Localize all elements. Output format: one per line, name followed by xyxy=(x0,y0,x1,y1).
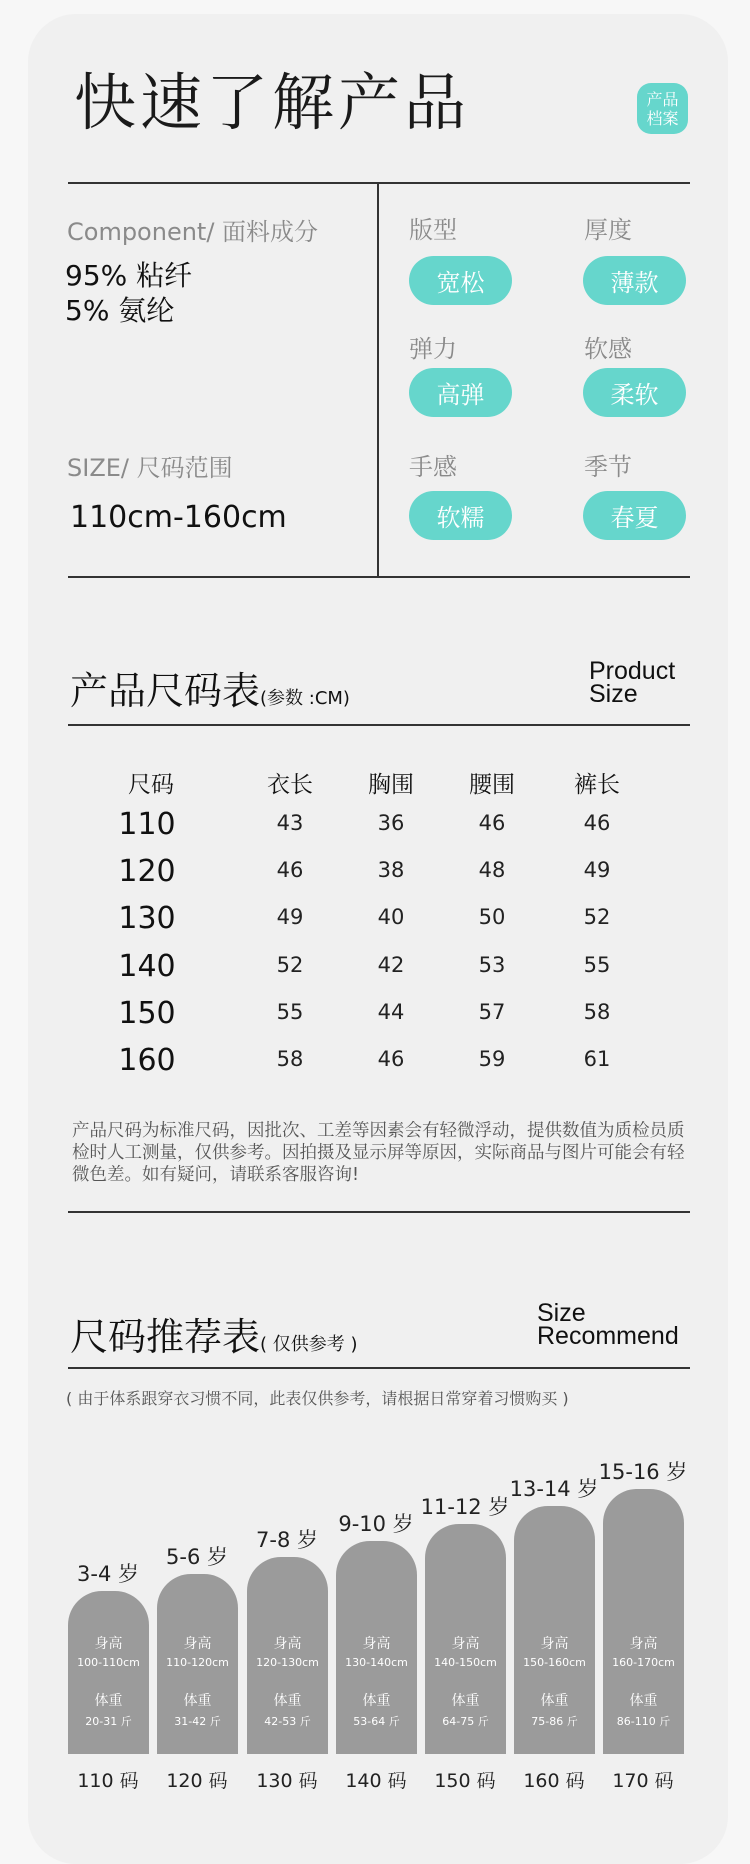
badge-line-1: 产品 xyxy=(646,89,679,109)
size-table-size-cell: 130 xyxy=(118,901,176,936)
size-chart-en-title xyxy=(589,657,676,708)
overview-vertical-divider xyxy=(377,182,379,576)
recommend-title xyxy=(70,1306,358,1361)
size-table-cell: 42 xyxy=(377,953,405,977)
attr-label-season: 季节 xyxy=(584,453,632,481)
size-bar xyxy=(425,1524,506,1754)
height-value: 100-110cm xyxy=(77,1656,140,1669)
size-table-cell: 44 xyxy=(377,1000,405,1024)
attr-label-softness: 软感 xyxy=(584,335,632,363)
size-chart-unit: (参数 :CM) xyxy=(260,688,350,709)
size-code-label: 170 码 xyxy=(612,1770,674,1792)
attr-label-fit: 版型 xyxy=(409,216,457,244)
recommend-en-line-2: Recommend xyxy=(537,1322,679,1350)
recommend-title-note: ( 仅供参考 ) xyxy=(260,1334,358,1355)
size-table-header: 尺码 xyxy=(128,772,174,798)
height-label: 身高 xyxy=(629,1636,658,1652)
size-bar xyxy=(247,1557,328,1754)
fabric-composition xyxy=(65,258,192,328)
attr-label-hand-feel: 手感 xyxy=(409,453,457,481)
fabric-line: 95% 粘纤 xyxy=(65,259,193,292)
weight-label: 体重 xyxy=(451,1693,480,1709)
weight-value: 86-110 斤 xyxy=(616,1715,671,1728)
size-bar xyxy=(68,1591,149,1754)
size-table-cell: 46 xyxy=(276,858,304,882)
size-chart-en-line-1: Product xyxy=(589,657,676,685)
badge-line-2: 档案 xyxy=(646,108,679,128)
attr-pill-elasticity: 高弹 xyxy=(409,368,512,417)
size-table-cell: 55 xyxy=(583,953,611,977)
attr-pill-season: 春夏 xyxy=(583,491,686,540)
overview-bottom-divider xyxy=(68,576,690,578)
weight-label: 体重 xyxy=(629,1693,658,1709)
height-label: 身高 xyxy=(94,1636,123,1652)
height-label: 身高 xyxy=(183,1636,212,1652)
size-code-label: 120 码 xyxy=(166,1770,228,1792)
size-code-label: 130 码 xyxy=(256,1770,318,1792)
size-table-cell: 55 xyxy=(276,1000,304,1024)
size-table-cell: 38 xyxy=(377,858,405,882)
attr-pill-fit: 宽松 xyxy=(409,256,512,305)
age-label: 11-12 岁 xyxy=(420,1495,510,1519)
size-table-cell: 43 xyxy=(276,811,304,835)
size-chart-title xyxy=(70,660,350,715)
weight-value: 64-75 斤 xyxy=(442,1715,489,1728)
size-code-label: 140 码 xyxy=(345,1770,407,1792)
height-label: 身高 xyxy=(451,1636,480,1652)
height-value: 150-160cm xyxy=(523,1656,586,1669)
size-chart-en-line-2: Size xyxy=(589,680,638,708)
size-table-cell: 48 xyxy=(478,858,506,882)
height-label: 身高 xyxy=(362,1636,391,1652)
fabric-label: Component/ 面料成分 xyxy=(67,218,319,246)
weight-value: 75-86 斤 xyxy=(531,1715,578,1728)
height-label: 身高 xyxy=(273,1636,302,1652)
weight-value: 31-42 斤 xyxy=(174,1715,221,1728)
age-label: 15-16 岁 xyxy=(598,1460,688,1484)
attr-pill-hand-feel: 软糯 xyxy=(409,491,512,540)
size-chart-title-text: 产品尺码表 xyxy=(70,669,261,713)
attr-label-elasticity: 弹力 xyxy=(409,335,457,363)
recommend-en-title xyxy=(537,1299,679,1350)
size-table-size-cell: 160 xyxy=(118,1043,176,1078)
age-label: 9-10 岁 xyxy=(338,1512,414,1536)
size-bar xyxy=(603,1489,684,1754)
size-table-cell: 49 xyxy=(583,858,611,882)
height-value: 140-150cm xyxy=(434,1656,497,1669)
size-table-size-cell: 140 xyxy=(118,949,176,984)
recommend-en-line-1: Size xyxy=(537,1299,586,1327)
size-table-cell: 58 xyxy=(276,1047,304,1071)
size-table-cell: 46 xyxy=(377,1047,405,1071)
weight-label: 体重 xyxy=(362,1693,391,1709)
size-table-cell: 49 xyxy=(276,905,304,929)
size-bar xyxy=(157,1574,238,1754)
size-range-label: SIZE/ 尺码范围 xyxy=(67,454,233,482)
size-chart-disclaimer: 产品尺码为标准尺码，因批次、工差等因素会有轻微浮动，提供数值为质检员质检时人工测量，仅供参考。因拍摄及显示屏等原因，实际商品与图片可能会有轻微色差。如有疑问，请联系客服咨询! xyxy=(72,1121,685,1185)
size-table-cell: 46 xyxy=(583,811,611,835)
attr-label-thickness: 厚度 xyxy=(584,216,632,244)
age-label: 13-14 岁 xyxy=(509,1477,599,1501)
size-chart-divider xyxy=(68,724,690,726)
weight-label: 体重 xyxy=(183,1693,212,1709)
weight-label: 体重 xyxy=(273,1693,302,1709)
size-table-header: 衣长 xyxy=(267,772,313,798)
overview-top-divider xyxy=(68,182,690,184)
height-value: 110-120cm xyxy=(166,1656,229,1669)
weight-label: 体重 xyxy=(540,1693,569,1709)
size-table-cell: 53 xyxy=(478,953,506,977)
size-chart-bottom-divider xyxy=(68,1211,690,1213)
product-profile-badge xyxy=(637,83,688,134)
size-table-header: 裤长 xyxy=(574,772,620,798)
size-table-header: 腰围 xyxy=(469,772,515,798)
attr-pill-softness: 柔软 xyxy=(583,368,686,417)
size-bar xyxy=(514,1506,595,1754)
size-table-cell: 52 xyxy=(276,953,304,977)
age-label: 5-6 岁 xyxy=(166,1545,228,1569)
size-table-size-cell: 150 xyxy=(118,996,176,1031)
size-code-label: 160 码 xyxy=(523,1770,585,1792)
weight-label: 体重 xyxy=(94,1693,123,1709)
height-value: 120-130cm xyxy=(256,1656,319,1669)
age-label: 3-4 岁 xyxy=(77,1562,139,1586)
size-table-cell: 52 xyxy=(583,905,611,929)
size-table-header: 胸围 xyxy=(368,772,414,798)
weight-value: 20-31 斤 xyxy=(85,1715,132,1728)
recommend-divider xyxy=(68,1367,690,1369)
size-table-cell: 36 xyxy=(377,811,405,835)
size-table-size-cell: 110 xyxy=(118,807,176,842)
height-value: 130-140cm xyxy=(345,1656,408,1669)
attr-pill-thickness: 薄款 xyxy=(583,256,686,305)
size-table-cell: 40 xyxy=(377,905,405,929)
fabric-line: 5% 氨纶 xyxy=(65,294,175,327)
size-table-cell: 61 xyxy=(583,1047,611,1071)
height-label: 身高 xyxy=(540,1636,569,1652)
size-bar xyxy=(336,1541,417,1754)
weight-value: 42-53 斤 xyxy=(264,1715,311,1728)
height-value: 160-170cm xyxy=(612,1656,675,1669)
size-table-size-cell: 120 xyxy=(118,854,176,889)
recommend-title-text: 尺码推荐表 xyxy=(70,1315,261,1359)
size-range-value: 110cm-160cm xyxy=(70,500,287,535)
weight-value: 53-64 斤 xyxy=(353,1715,400,1728)
recommend-disclaimer: ( 由于体系跟穿衣习惯不同，此表仅供参考，请根据日常穿着习惯购买 ) xyxy=(66,1389,569,1408)
size-table-cell: 50 xyxy=(478,905,506,929)
page-title: 快速了解产品 xyxy=(74,66,471,139)
age-label: 7-8 岁 xyxy=(256,1528,318,1552)
size-table-cell: 58 xyxy=(583,1000,611,1024)
size-code-label: 110 码 xyxy=(77,1770,139,1792)
size-table-cell: 46 xyxy=(478,811,506,835)
size-code-label: 150 码 xyxy=(434,1770,496,1792)
size-table-cell: 57 xyxy=(478,1000,506,1024)
size-table-cell: 59 xyxy=(478,1047,506,1071)
